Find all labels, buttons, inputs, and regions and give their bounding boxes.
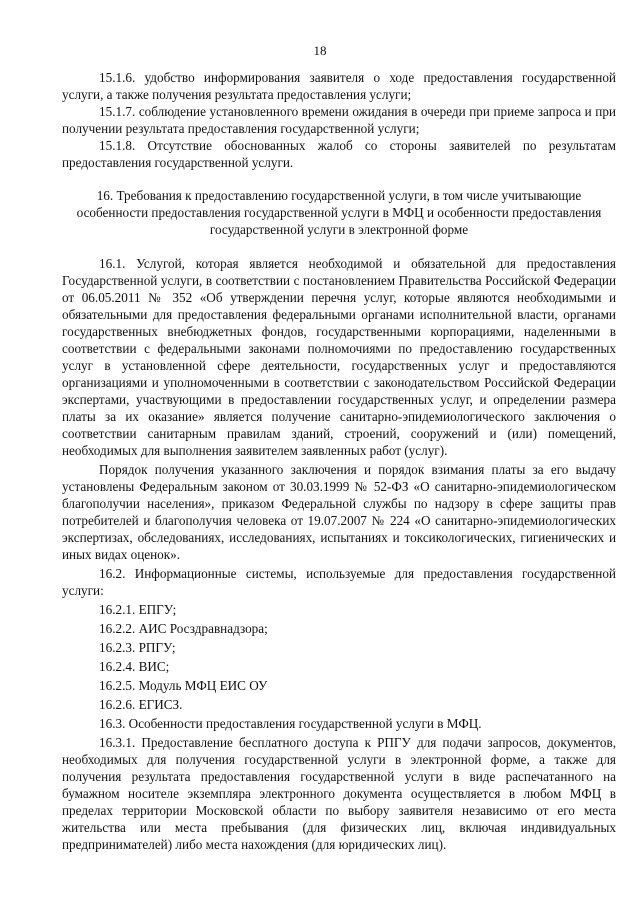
list-item-system: 16.2.2. АИС Росздравнадзора; [99,621,268,636]
list-item-system: 16.2.4. ВИС; [99,659,170,674]
paragraph-15-1-7: 15.1.7. соблюдение установленного времени ожидания в очереди при приеме запроса и при получении результата предоставления государственной услуги; [62,104,616,136]
list-item-system: 16.2.6. ЕГИСЗ. [99,697,183,712]
paragraph-15-1-6: 15.1.6. удобство информирования заявителя о ходе предоставления государственной услуги, а также получения результата предоставления услуги; [62,70,616,102]
list-item-system: 16.2.1. ЕПГУ; [99,602,177,617]
paragraph-16-3: 16.3. Особенности предоставления государственной услуги в МФЦ. [99,716,482,731]
document-body [62,69,616,853]
list-item-system: 16.2.5. Модуль МФЦ ЕИС ОУ [99,678,268,693]
paragraph-16-2: 16.2. Информационные системы, используемые для предоставления государственной услуги: [62,566,616,598]
list-item-system: 16.2.3. РПГУ; [99,640,176,655]
section-heading-16: 16. Требования к предоставлению государственной услуги, в том числе учитывающие особенности предоставления государственной услуги в МФЦ и особенности предоставления государственной услуги в электронной форме [76,188,602,237]
paragraph-order: Порядок получения указанного заключения и порядок взимания платы за его выдачу установлены Федеральным законом от 30.03.1999 № 52-ФЗ «О санитарно-эпидемиологическом благополучии населения», приказом Федеральной службы по надзору в сфере защиты прав потребителей и благополучия человека от 19.07.2007 № 224 «О санитарно-эпидемиологических экспертизах, обследованиях, исследованиях, испытаниях и токсикологических, гигиенических и иных видах оценок». [62,462,616,562]
paragraph-16-1: 16.1. Услугой, которая является необходимой и обязательной для предоставления Государственной услуги, в соответствии с постановлением Правительства Российской Федерации от 06.05.2011 № 352 «Об утверждении перечня услуг, которые являются необходимыми и обязательными для предоставления федеральными органами исполнительной власти, органами государственных внебюджетных фондов, государственными корпорациями, наделенными в соответствии с федеральными законами полномочиями по предоставлению государственных услуг в установленной сфере деятельности, государственных услуг и предоставляются организациями и уполномоченными в соответствии с законодательством Российской Федерации экспертами, участвующими в предоставлении государственных услуг, и определении размера платы за их оказание» является получение санитарно-эпидемиологического заключения о соответствии санитарным правилам зданий, строений, сооружений и (или) помещений, необходимых для выполнения заявителем заявленных работ (услуг). [62,256,616,458]
page-number: 18 [313,43,327,58]
paragraph-15-1-8: 15.1.8. Отсутствие обоснованных жалоб со стороны заявителей по результатам предоставления государственной услуги. [62,138,616,170]
paragraph-16-3-1: 16.3.1. Предоставление бесплатного доступа к РПГУ для подачи запросов, документов, необходимых для получения государственной услуги в электронной форме, а также для получения результата предоставления государственной услуги в виде распечатанного на бумажном носителе экземпляра электронного документа осуществляется в любом МФЦ в пределах территории Московской области по выбору заявителя независимо от его места жительства или места пребывания (для физических лиц, включая индивидуальных предпринимателей) либо места нахождения (для юридических лиц). [62,735,616,852]
